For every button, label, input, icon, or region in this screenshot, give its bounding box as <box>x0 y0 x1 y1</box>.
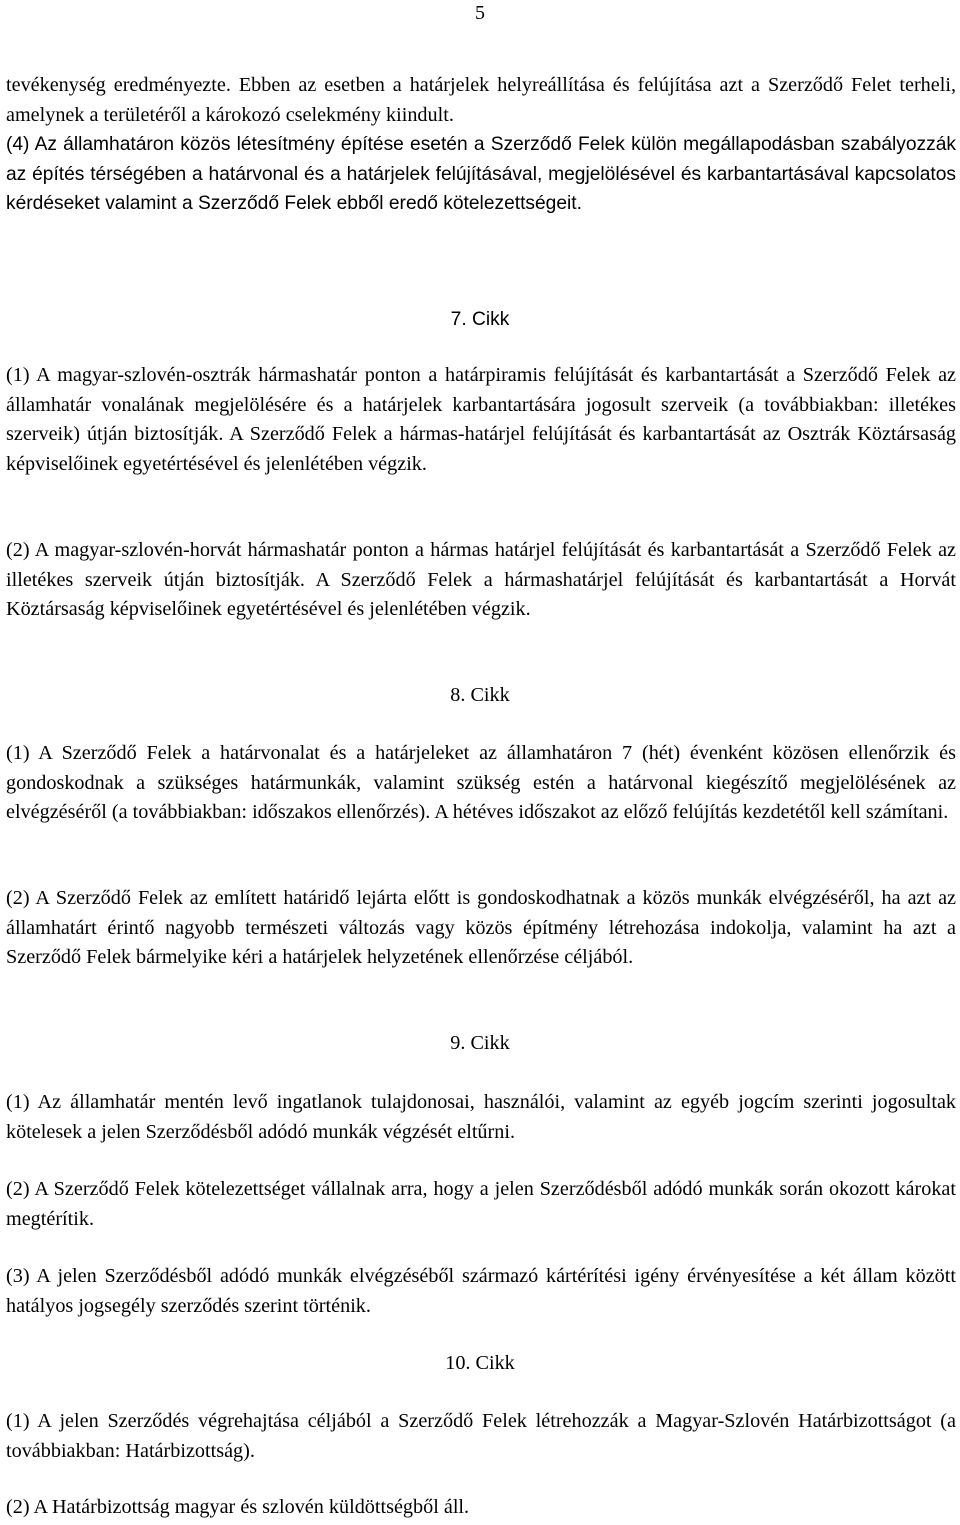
paragraph-10-1: (1) A jelen Szerződés végrehajtása céljából a Szerződő Felek létrehozzák a Magyar-Szlovén Határbizottságot (a továbbiakban: Határbizottság). <box>6 1410 956 1462</box>
paragraph-8-1: (1) A Szerződő Felek a határvonalat és a határjeleket az államhatáron 7 (hét) évenként közösen ellenőrzik és gondoskodnak a szükséges határmunkák, valamint szükség estén a határvonal kiegészítő megjelölésének az elvégzéséről (a továbbiakban: időszakos ellenőrzés). A hétéves időszakot az előző felújítás kezdetétől kell számítani. <box>6 742 956 823</box>
paragraph-9-1: (1) Az államhatár mentén levő ingatlanok tulajdonosai, használói, valamint az egyéb jogcím szerinti jogosultak kötelesek a jelen Szerződésből adódó munkák végzését eltűrni. <box>6 1091 956 1143</box>
article-heading-9: 9. Cikk <box>450 1032 510 1054</box>
paragraph-8-2: (2) A Szerződő Felek az említett határidő lejárta előtt is gondoskodhatnak a közös munkák elvégzéséről, ha azt az államhatárt érintő nagyobb természeti változás vagy közös építmény létrehozása indokolja, valamint ha azt a Szerződő Felek bármelyike kéri a határjelek helyzetének ellenőrzése céljából. <box>6 887 956 968</box>
paragraph-6-4: (4) Az államhatáron közös létesítmény építése esetén a Szerződő Felek külön megállapodásban szabályozzák az építés térségében a határvonal és a határjelek felújításával, megjelölésével és karbantartásával kapcsolatos kérdéseket valamint a Szerződő Felek ebből eredő kötelezettségeit. <box>6 134 956 214</box>
article-heading-7: 7. Cikk <box>450 309 510 330</box>
article-heading-10: 10. Cikk <box>445 1352 515 1374</box>
paragraph-7-1: (1) A magyar-szlovén-osztrák hármashatár ponton a határpiramis felújítását és karbantartását a Szerződő Felek az államhatár vonalának megjelölésére és a határjelek karbantartására jogosult szerveik (a továbbiakban: illetékes szerveik) útján biztosítják. A Szerződő Felek a hármas-határjel felújítását és karbantartását az Osztrák Köztársaság képviselőinek egyetértésével és jelenlétében végzik. <box>6 364 956 475</box>
paragraph-continuation: tevékenység eredményezte. Ebben az esetben a határjelek helyreállítása és felújítása azt a Szerződő Felet terheli, amelynek a területéről a károkozó cselekmény kiindult. <box>6 74 956 126</box>
page-number: 5 <box>475 2 485 24</box>
paragraph-7-2: (2) A magyar-szlovén-horvát hármashatár ponton a hármas határjel felújítását és karbantartását a Szerződő Felek az illetékes szerveik útján biztosítják. A Szerződő Felek a hármashatárjel felújítását és karbantartását a Horvát Köztársaság képviselőinek egyetértésével és jelenlétében végzik. <box>6 539 956 620</box>
paragraph-10-2: (2) A Határbizottság magyar és szlovén küldöttségből áll. <box>6 1496 470 1518</box>
article-heading-8: 8. Cikk <box>450 684 510 706</box>
paragraph-9-2: (2) A Szerződő Felek kötelezettséget vállalnak arra, hogy a jelen Szerződésből adódó munkák során okozott károkat megtérítik. <box>6 1178 956 1230</box>
paragraph-9-3: (3) A jelen Szerződésből adódó munkák elvégzéséből származó kártérítési igény érvényesítése a két állam között hatályos jogsegély szerződés szerint történik. <box>6 1265 956 1317</box>
